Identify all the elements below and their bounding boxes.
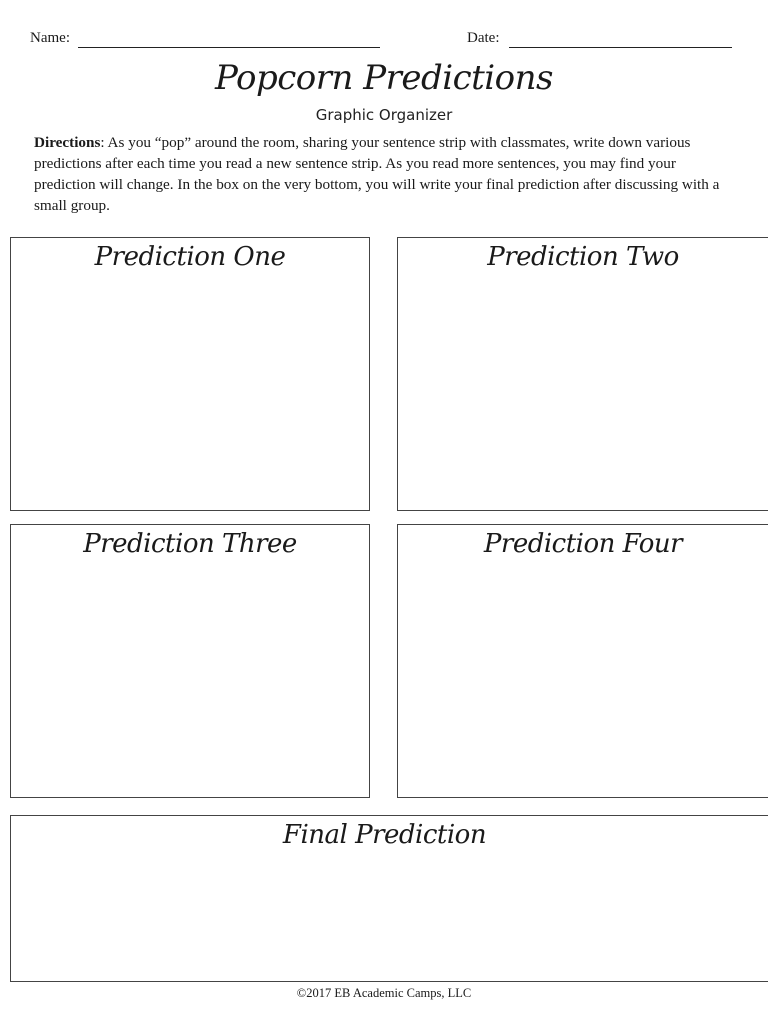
prediction-four-box[interactable] (397, 524, 768, 798)
name-line[interactable] (78, 47, 380, 48)
copyright-footer: ©2017 EB Academic Camps, LLC (296, 986, 472, 1000)
directions-paragraph (34, 132, 734, 216)
prediction-four-heading: Prediction Four (483, 529, 683, 559)
prediction-one-box[interactable] (10, 237, 370, 511)
worksheet-subtitle: Graphic Organizer (315, 106, 453, 124)
final-prediction-heading: Final Prediction (282, 820, 487, 850)
final-prediction-box[interactable] (10, 815, 768, 982)
prediction-one-heading: Prediction One (94, 242, 286, 272)
date-label: Date: (467, 30, 500, 46)
worksheet-title: Popcorn Predictions (215, 58, 553, 98)
prediction-two-box[interactable] (397, 237, 768, 511)
header-fields (0, 28, 768, 50)
prediction-three-box[interactable] (10, 524, 370, 798)
prediction-two-heading: Prediction Two (487, 242, 679, 272)
date-line[interactable] (509, 47, 732, 48)
directions-label: Directions (34, 134, 101, 151)
directions-text: : As you “pop” around the room, sharing your sentence strip with classmates, write down various predictions after each time you read a new sentence strip. As you read more sentences, you may find your prediction will change. In the box on the very bottom, you will write your final prediction after discussing with a small group. (34, 134, 720, 214)
name-label: Name: (30, 30, 70, 46)
prediction-three-heading: Prediction Three (83, 529, 297, 559)
